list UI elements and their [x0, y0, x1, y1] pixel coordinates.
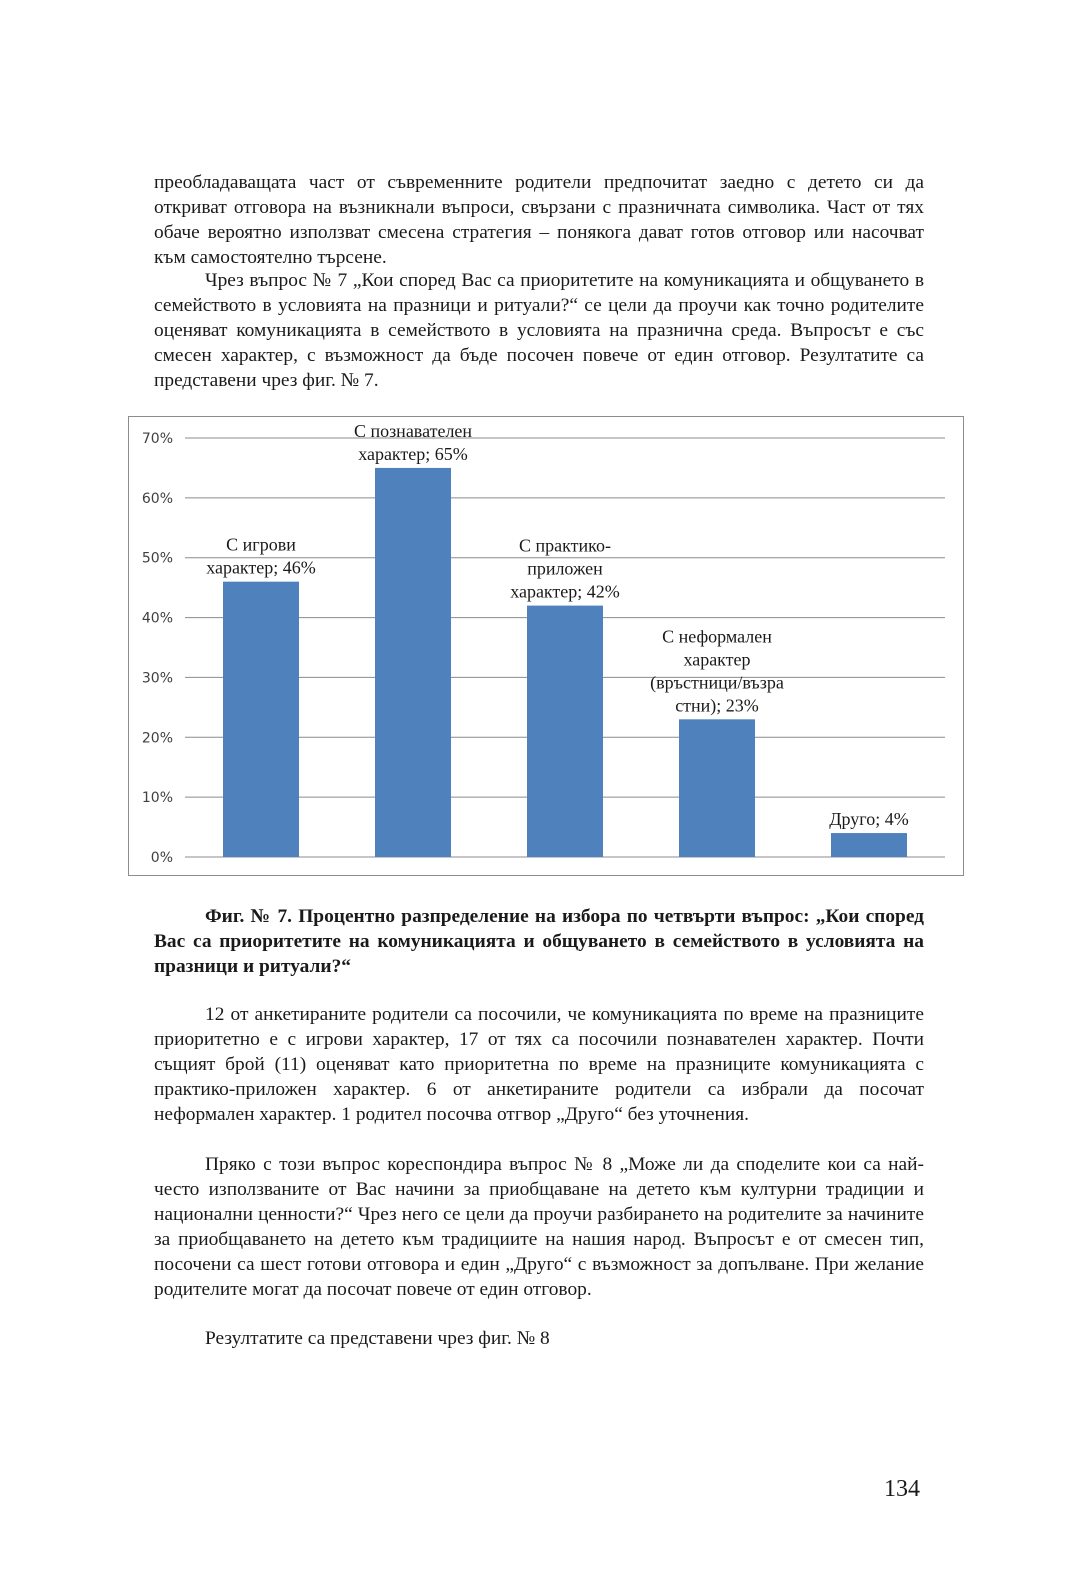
y-tick-label: 10%: [141, 790, 173, 807]
data-label: Друго; 4%: [829, 809, 909, 830]
data-label: характер; 42%: [510, 581, 620, 602]
data-label: характер; 65%: [358, 443, 468, 464]
bar: [375, 468, 451, 857]
paragraph-intro: преобладаващата част от съвременните родители предпочитат заедно с детето си да откриват отговора на възникнали въпроси, свързани с празничната символика. Част от тях обаче вероятно използват смесена стратегия – понякога дават готов отговор или насочват към самостоятелно търсене.: [154, 172, 924, 268]
data-label: С неформален: [662, 626, 772, 647]
paragraph-question-7: Чрез въпрос № 7 „Кои според Вас са приоритетите на комуникацията и общуването в семейството в условията на празници и ритуали?“ се цели да проучи как точно родителите оценяват комуникацията в семейството в условията на празнична среда. Въпросът е със смесен характер, с възможност да бъде посочен повече от един отговор. Резултатите са представени чрез фиг. № 7.: [154, 270, 924, 391]
y-tick-label: 20%: [141, 730, 173, 747]
y-tick-label: 50%: [141, 550, 173, 567]
y-tick-label: 70%: [141, 431, 173, 447]
figure-caption: Фиг. № 7. Процентно разпределение на избора по четвърти въпрос: „Кои според Вас са приоритетите на комуникацията и общуването в семейството в условията на празници и ритуали?“: [154, 906, 924, 977]
paragraph-question-8: Пряко с този въпрос кореспондира въпрос № 8 „Може ли да споделите кои са най-често използваните от Вас начини за приобщаване на детето към културни традиции и национални ценности?“ Чрез него се цели да проучи разбирането на родителите за начините за приобщаването на детето към традициите на нашия народ. Въпросът е от смесен тип, посочени са шест готови отговора и един „Друго“ с възможност за допълване. При желание родителите могат да посочат повече от един отговор.: [154, 1154, 924, 1300]
figure-7-chart: [128, 416, 964, 876]
bar: [831, 833, 907, 857]
data-label: (връстници/възра: [650, 672, 784, 693]
y-tick-label: 60%: [141, 490, 173, 507]
data-label: С игрови: [226, 534, 296, 555]
bar: [223, 582, 299, 857]
y-tick-label: 0%: [150, 850, 173, 866]
y-tick-label: 40%: [141, 610, 173, 627]
data-label: характер; 46%: [206, 557, 316, 578]
bar: [527, 606, 603, 857]
data-label: приложен: [527, 558, 603, 579]
page-number: 134: [884, 1476, 920, 1502]
paragraph-results: 12 от анкетираните родители са посочили, че комуникацията по време на празниците приоритетно е с игрови характер, 17 от тях са посочили познавателен характер. Почти същият брой (11) оценяват като приоритетна по време на празниците комуникацията с практико-приложен характер. 6 от анкетираните родители са избрали да посочат неформален характер. 1 родител посочва отгвор „Друго“ без уточнения.: [154, 1004, 924, 1125]
y-tick-label: 30%: [141, 670, 173, 687]
data-label: С практико-: [519, 535, 611, 556]
data-label: С познавателен: [353, 420, 473, 441]
bar-chart: [129, 417, 963, 875]
data-label: стни); 23%: [675, 695, 759, 716]
paragraph-figure-8-reference: Резултатите са представени чрез фиг. № 8: [205, 1328, 550, 1349]
bar: [679, 719, 755, 857]
data-label: характер: [683, 649, 751, 670]
